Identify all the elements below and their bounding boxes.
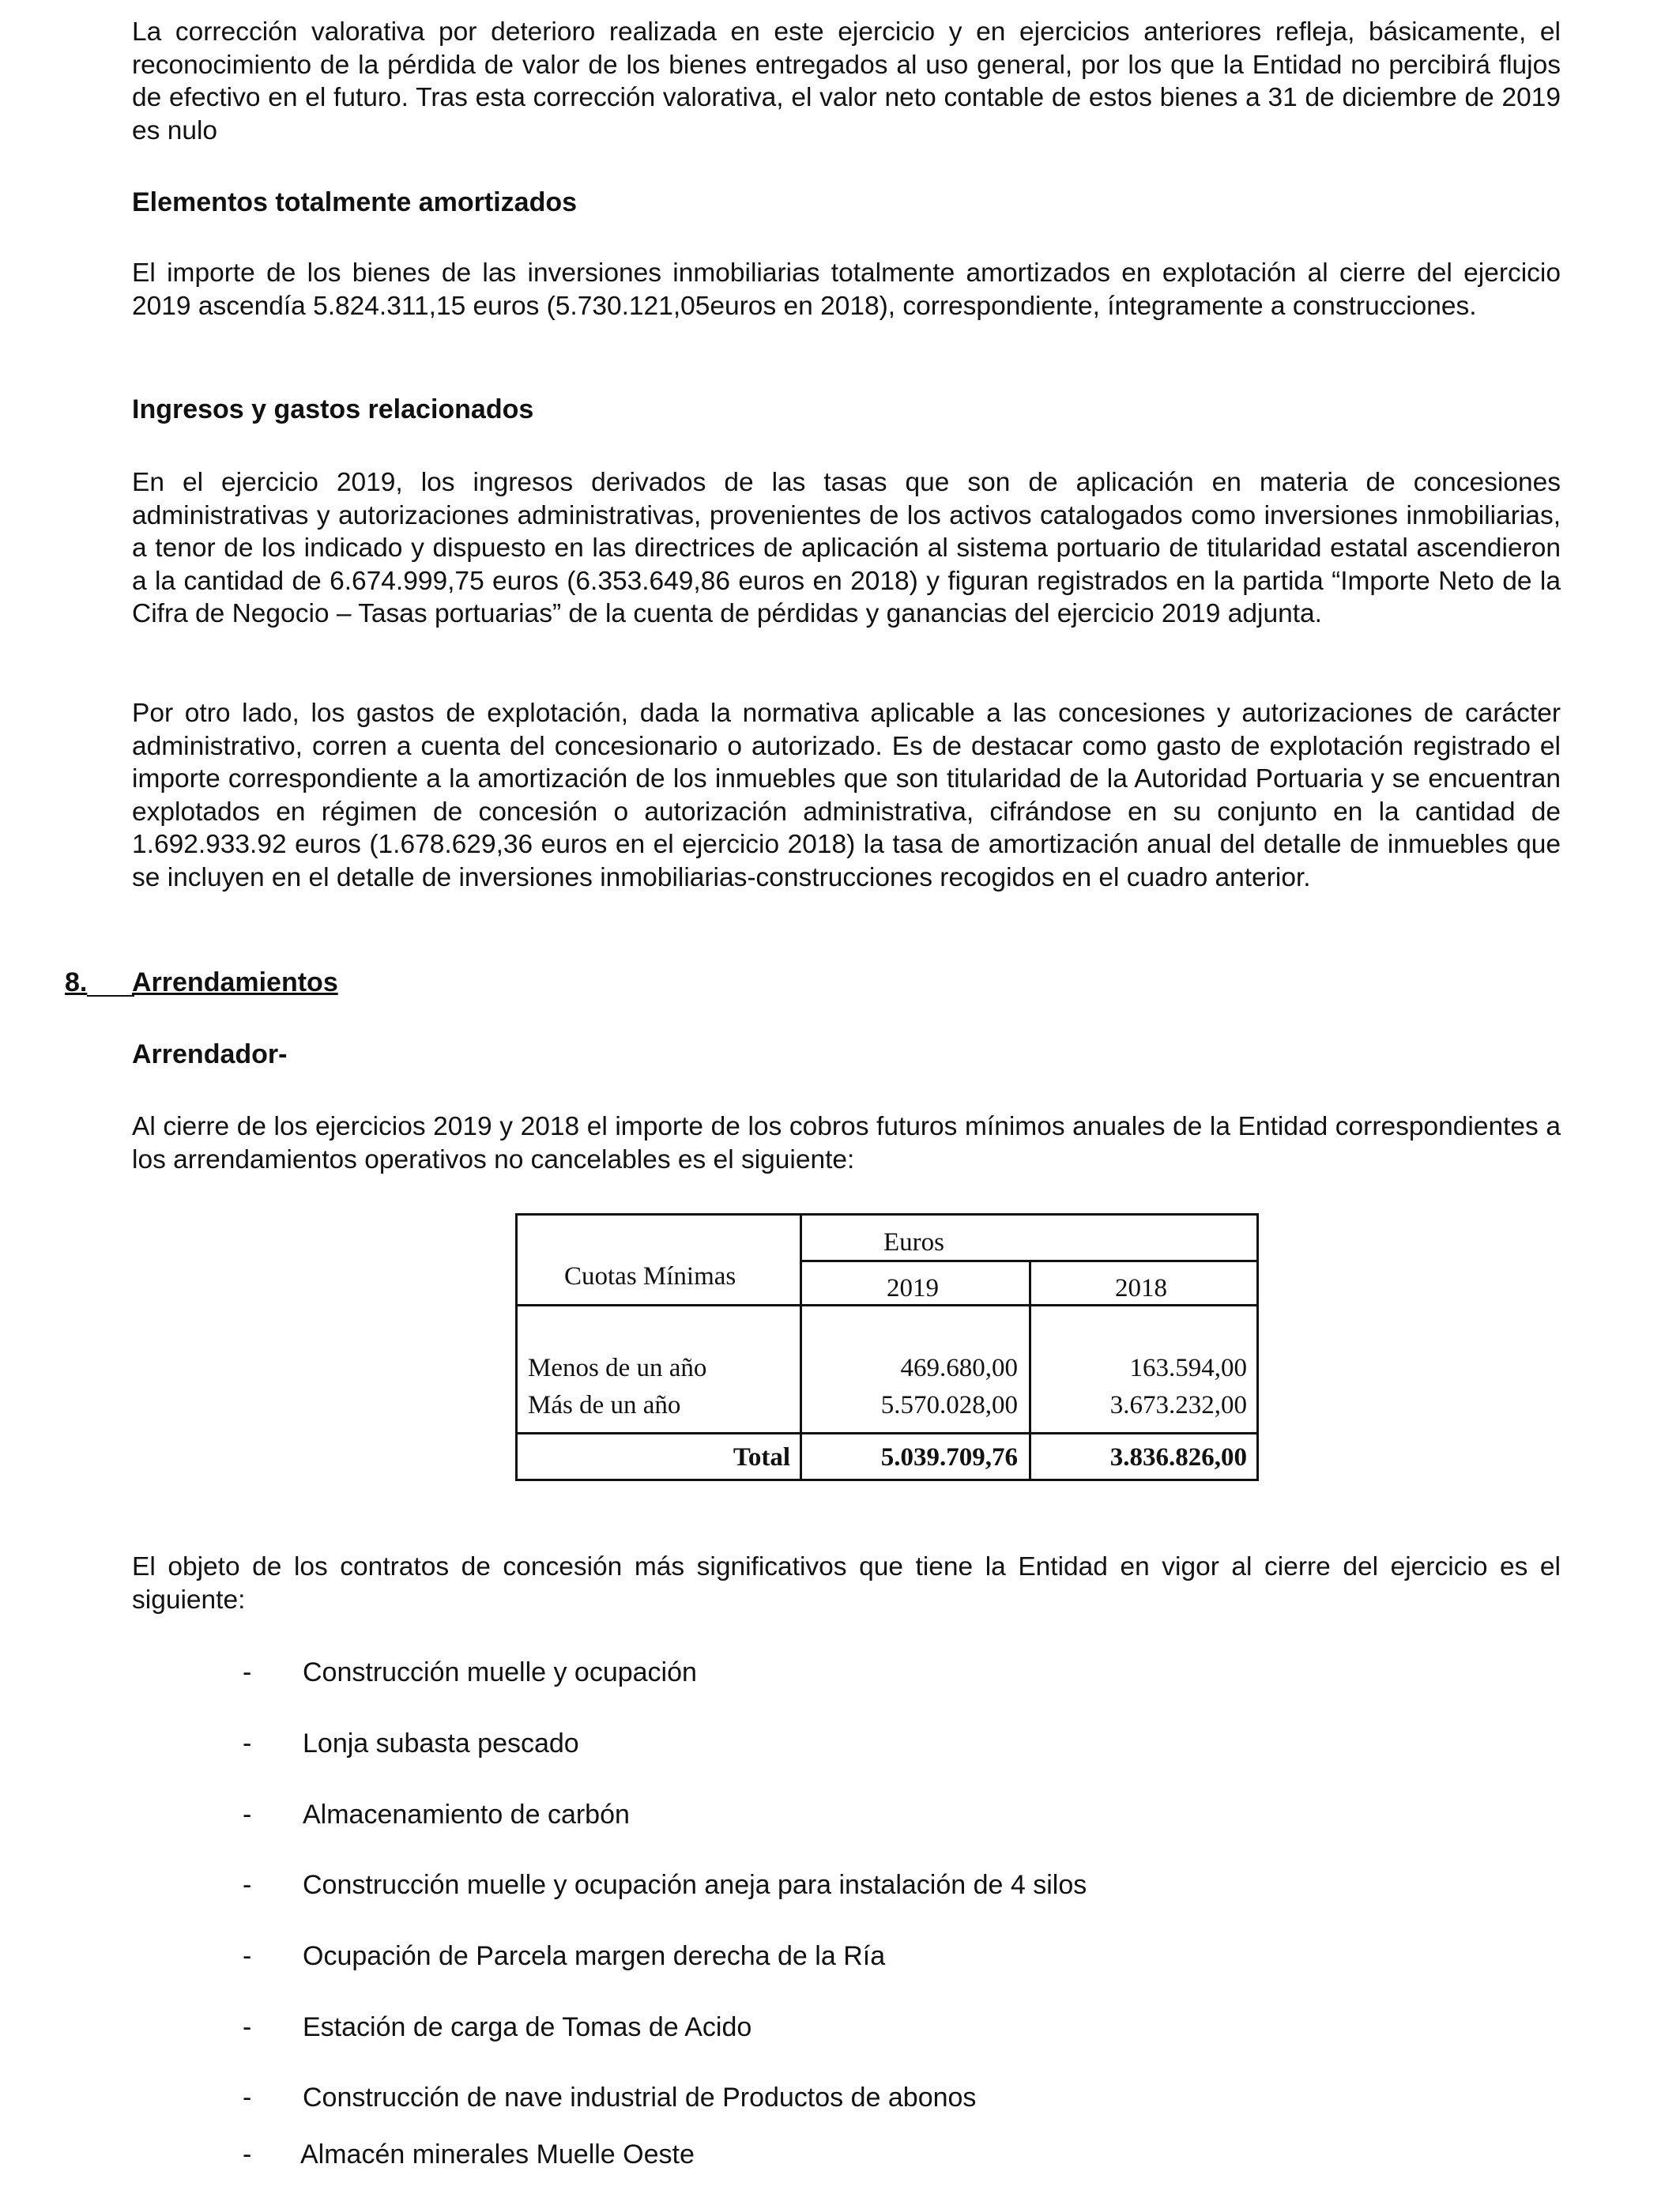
- table-header-euros: Euros: [883, 1228, 944, 1257]
- table-header-cuotas: Cuotas Mínimas: [564, 1262, 736, 1291]
- table-divider-euros: [800, 1260, 1259, 1262]
- table-cell-2019: 469.680,00: [900, 1354, 1018, 1382]
- list-item: Ocupación de Parcela margen derecha de la Ría: [303, 1941, 886, 1971]
- table-total-2018: 3.836.826,00: [1109, 1443, 1247, 1472]
- heading-elementos-amortizados: Elementos totalmente amortizados: [132, 187, 578, 217]
- list-item: Almacenamiento de carbón: [303, 1800, 630, 1830]
- table-border-bottom: [515, 1479, 1259, 1481]
- paragraph-deterioro: La corrección valorativa por deterioro realizada en este ejercicio y en ejercicios anteriores refleja, básicamente, el reconocimiento de la pérdida de valor de los bienes entregados al uso general, por los que la Entidad no percibirá flujos de efectivo en el futuro. Tras esta corrección valorativa, el valor neto contable de estos bienes a 31 de diciembre de 2019 es nulo: [132, 17, 1561, 145]
- table-header-2018: 2018: [1115, 1274, 1167, 1302]
- list-dash: -: [243, 1657, 252, 1687]
- table-cell-2018: 163.594,00: [1129, 1354, 1247, 1382]
- section-underline-gap: [87, 995, 134, 997]
- table-divider-label: [800, 1213, 802, 1481]
- list-dash: -: [243, 1800, 252, 1830]
- table-header-2019: 2019: [887, 1274, 939, 1302]
- list-item: Almacén minerales Muelle Oeste: [300, 2139, 695, 2169]
- table-divider-total: [515, 1432, 1259, 1434]
- list-dash: -: [243, 1728, 252, 1759]
- heading-ingresos-gastos: Ingresos y gastos relacionados: [132, 394, 534, 424]
- paragraph-contratos-intro: El objeto de los contratos de concesión más significativos que tiene la Entidad en vigor al cierre del ejercicio es el siguiente:: [132, 1552, 1561, 1615]
- section-title: Arrendamientos: [132, 967, 338, 997]
- list-item: Lonja subasta pescado: [303, 1728, 579, 1759]
- table-row-label: Más de un año: [528, 1391, 681, 1419]
- table-divider-years: [1029, 1261, 1031, 1481]
- list-item: Estación de carga de Tomas de Acido: [303, 2012, 752, 2042]
- list-dash: -: [243, 1870, 252, 1900]
- table-border-top: [515, 1213, 1259, 1216]
- list-dash: -: [243, 2139, 252, 2169]
- table-total-2019: 5.039.709,76: [880, 1443, 1018, 1472]
- table-cell-2019: 5.570.028,00: [880, 1391, 1018, 1419]
- list-dash: -: [243, 2012, 252, 2042]
- section-number: 8.: [65, 967, 88, 997]
- paragraph-amortizados: El importe de los bienes de las inversiones inmobiliarias totalmente amortizados en explotación al cierre del ejercicio 2019 ascendía 5.824.311,15 euros (5.730.121,05euros en 2018), correspondiente, íntegramente a construcciones.: [132, 258, 1561, 321]
- subheading-arrendador: Arrendador-: [132, 1039, 288, 1069]
- table-row-label: Menos de un año: [528, 1354, 707, 1382]
- paragraph-gastos: Por otro lado, los gastos de explotación, dada la normativa aplicable a las concesiones y autorizaciones de carácter administrativo, corren a cuenta del concesionario o autorizado. Es de destacar como gasto de explotación registrado el importe correspondiente a la amortización de los inmuebles que son titularidad de la Autoridad Portuaria y se encuentran explotados en régimen de concesión o autorización administrativa, cifrándose en su conjunto en la cantidad de 1.692.933.92 euros (1.678.629,36 euros en el ejercicio 2018) la tasa de amortización anual del detalle de inmuebles que se incluyen en el detalle de inversiones inmobiliarias-construcciones recogidos en el cuadro anterior.: [132, 699, 1561, 892]
- table-cell-2018: 3.673.232,00: [1109, 1391, 1247, 1419]
- list-item: Construcción muelle y ocupación aneja para instalación de 4 silos: [303, 1870, 1087, 1900]
- paragraph-ingresos: En el ejercicio 2019, los ingresos derivados de las tasas que son de aplicación en materia de concesiones administrativas y autorizaciones administrativas, provenientes de los activos catalogados como inversiones inmobiliarias, a tenor de los indicado y dispuesto en las directrices de aplicación al sistema portuario de titularidad estatal ascendieron a la cantidad de 6.674.999,75 euros (6.353.649,86 euros en 2018) y figuran registrados en la partida “Importe Neto de la Cifra de Negocio – Tasas portuarias” de la cuenta de pérdidas y ganancias del ejercicio 2019 adjunta.: [132, 468, 1561, 628]
- paragraph-arrendamientos-intro: Al cierre de los ejercicios 2019 y 2018 el importe de los cobros futuros mínimos anuales de la Entidad correspondientes a los arrendamientos operativos no cancelables es el siguiente:: [132, 1112, 1561, 1174]
- list-item: Construcción de nave industrial de Productos de abonos: [303, 2083, 977, 2113]
- table-divider-header: [515, 1304, 1259, 1306]
- table-border-right: [1256, 1213, 1259, 1481]
- table-border-left: [515, 1213, 518, 1481]
- list-dash: -: [243, 1941, 252, 1971]
- table-total-label: Total: [733, 1443, 790, 1472]
- list-item: Construcción muelle y ocupación: [303, 1657, 697, 1687]
- list-dash: -: [243, 2083, 252, 2113]
